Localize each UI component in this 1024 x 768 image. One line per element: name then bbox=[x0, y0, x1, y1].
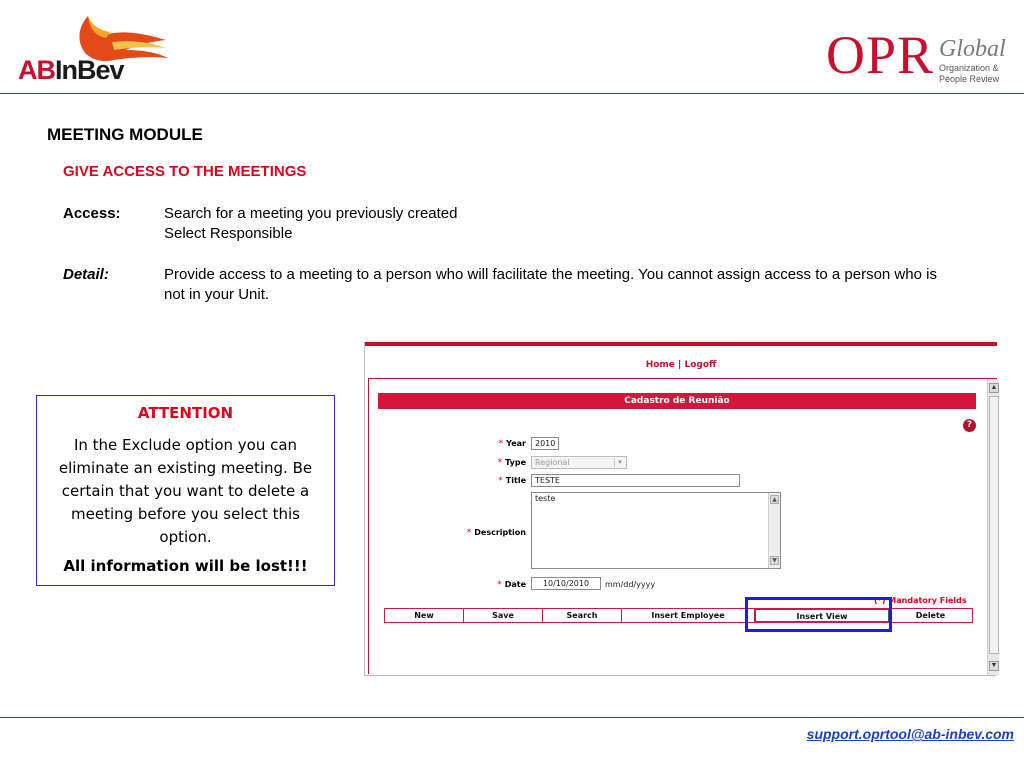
header-divider bbox=[0, 93, 1024, 94]
type-label: * Type bbox=[497, 458, 526, 468]
logoff-link[interactable]: Logoff bbox=[684, 360, 717, 370]
app-nav bbox=[365, 360, 997, 370]
opr-logo-text: OPR bbox=[826, 25, 935, 85]
insert-view-highlight bbox=[745, 597, 892, 632]
opr-subtitle-line1: Organization & bbox=[939, 63, 999, 73]
nav-separator: | bbox=[678, 360, 682, 370]
title-label: * Title bbox=[498, 476, 526, 486]
date-label: * Date bbox=[497, 580, 526, 590]
year-label: * Year bbox=[498, 439, 526, 449]
type-select[interactable]: Regional ▾ bbox=[531, 456, 627, 469]
date-format-hint: mm/dd/yyyy bbox=[605, 580, 656, 589]
meeting-form-screenshot bbox=[364, 342, 996, 676]
form-frame bbox=[368, 378, 997, 674]
footer-divider bbox=[0, 717, 1024, 718]
opr-subtitle-line2: People Review bbox=[939, 74, 1000, 84]
textarea-scrollbar[interactable] bbox=[768, 493, 780, 568]
support-email-link[interactable]: support.oprtool@ab-inbev.com bbox=[806, 726, 1014, 742]
access-label: Access: bbox=[63, 205, 121, 222]
help-icon[interactable]: ? bbox=[963, 419, 976, 432]
save-button[interactable]: Save bbox=[464, 609, 543, 622]
form-title: Cadastro de Reunião bbox=[378, 393, 976, 409]
page-title: MEETING MODULE bbox=[47, 125, 203, 144]
attention-warning: All information will be lost!!! bbox=[63, 557, 308, 575]
delete-button[interactable]: Delete bbox=[889, 609, 972, 622]
chevron-down-icon: ▾ bbox=[614, 458, 625, 467]
year-input[interactable]: 2010 bbox=[531, 437, 559, 450]
detail-label: Detail: bbox=[63, 266, 109, 283]
access-step-2: Select Responsible bbox=[164, 225, 293, 242]
opr-global-text: Global bbox=[939, 36, 1006, 62]
attention-box bbox=[36, 395, 335, 586]
page-scrollbar[interactable] bbox=[987, 379, 999, 675]
new-button[interactable]: New bbox=[385, 609, 464, 622]
description-textarea[interactable]: teste ▲ ▼ bbox=[531, 492, 781, 569]
search-button[interactable]: Search bbox=[543, 609, 622, 622]
slide-header bbox=[0, 0, 1024, 94]
attention-body: In the Exclude option you can eliminate an existing meeting. Be certain that you want to delete a meeting before you select this option. bbox=[58, 436, 313, 546]
section-title: GIVE ACCESS TO THE MEETINGS bbox=[63, 163, 307, 180]
insert-employee-button[interactable]: Insert Employee bbox=[622, 609, 755, 622]
detail-text: Provide access to a meeting to a person who will facilitate the meeting. You cannot assign access to a person who is not in your Unit. bbox=[164, 266, 937, 303]
scroll-up-icon[interactable]: ▲ bbox=[770, 495, 779, 504]
scroll-down-icon[interactable]: ▼ bbox=[770, 556, 779, 565]
description-label: * Description bbox=[466, 528, 526, 538]
attention-title: ATTENTION bbox=[137, 404, 234, 422]
scrollbar-thumb[interactable] bbox=[989, 396, 999, 654]
insert-view-button[interactable]: Insert View bbox=[755, 609, 889, 622]
mandatory-fields-note: (*) Mandatory Fields bbox=[874, 596, 967, 605]
scroll-up-icon[interactable]: ▲ bbox=[990, 384, 998, 391]
scroll-down-icon[interactable]: ▼ bbox=[990, 662, 998, 669]
title-input[interactable]: TESTE bbox=[531, 474, 740, 487]
abinbev-wordmark: ABInBev bbox=[18, 55, 124, 85]
access-step-1: Search for a meeting you previously created bbox=[164, 205, 458, 222]
app-top-bar bbox=[365, 342, 997, 346]
home-link[interactable]: Home bbox=[645, 360, 675, 370]
date-input[interactable]: 10/10/2010 bbox=[531, 577, 601, 590]
